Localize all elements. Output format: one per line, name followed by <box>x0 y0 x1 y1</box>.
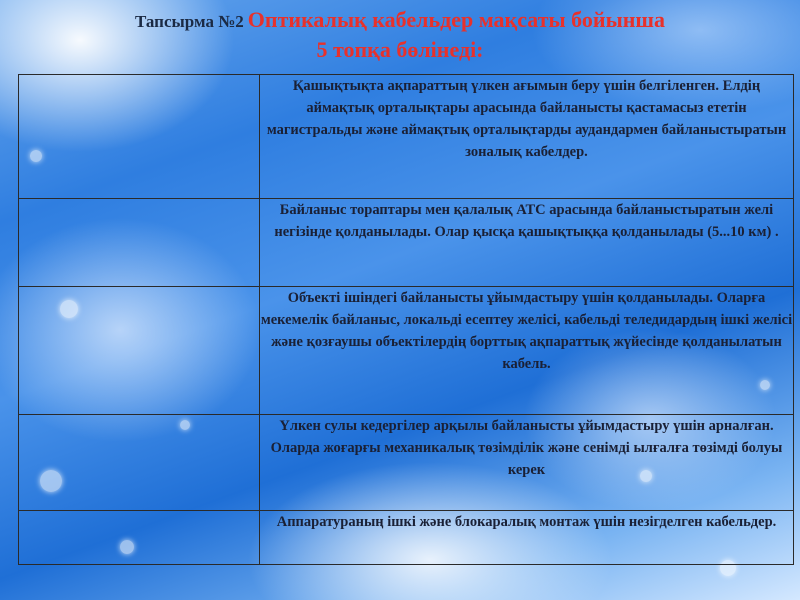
table-row <box>19 415 794 511</box>
answer-cell[interactable] <box>19 415 260 511</box>
cable-types-table <box>18 74 794 565</box>
description-cell: Қашықтықта ақпараттың үлкен ағымын беру үшін белгіленген. Елдің аймақтық орталықтары арасында байланысты қастамасыз ететін магистральды және аймақтық орталықтарды аудандармен байланыстыратын зоналық кабелдер. <box>260 75 794 199</box>
answer-cell[interactable] <box>19 511 260 565</box>
table-row <box>19 511 794 565</box>
answer-cell[interactable] <box>19 287 260 415</box>
table-row <box>19 75 794 199</box>
table-row <box>19 287 794 415</box>
description-cell: Үлкен сулы кедергілер арқылы байланысты ұйымдастыру үшін арналған. Оларда жоғарғы механикалық төзімділік және сенімді ылғалға төзімді болуы керек <box>260 415 794 511</box>
description-cell: Байланыс тораптары мен қалалық АТС арасында байланыстыратын желі негізінде қолданылады. Олар қысқа қашықтыққа қолданылады (5...10 км) . <box>260 199 794 287</box>
slide-title <box>0 6 800 63</box>
task-label: Тапсырма №2 <box>134 12 244 31</box>
title-line-2: 5 топқа бөлінеді: <box>316 37 484 62</box>
title-line-1: Оптикалық кабельдер мақсаты бойынша <box>247 7 665 32</box>
table-row <box>19 199 794 287</box>
answer-cell[interactable] <box>19 75 260 199</box>
description-cell: Объекті ішіндегі байланысты ұйымдастыру үшін қолданылады. Оларға мекемелік байланыс, локальді есептеу желісі, кабельді теледидардың ішкі желісі және қозғаушы объектілердің борттық ақпараттық жүйесінде қолданылатын кабель. <box>260 287 794 415</box>
description-cell: Аппаратураның ішкі және блокаралық монтаж үшін незігделген кабельдер. <box>260 511 794 565</box>
answer-cell[interactable] <box>19 199 260 287</box>
